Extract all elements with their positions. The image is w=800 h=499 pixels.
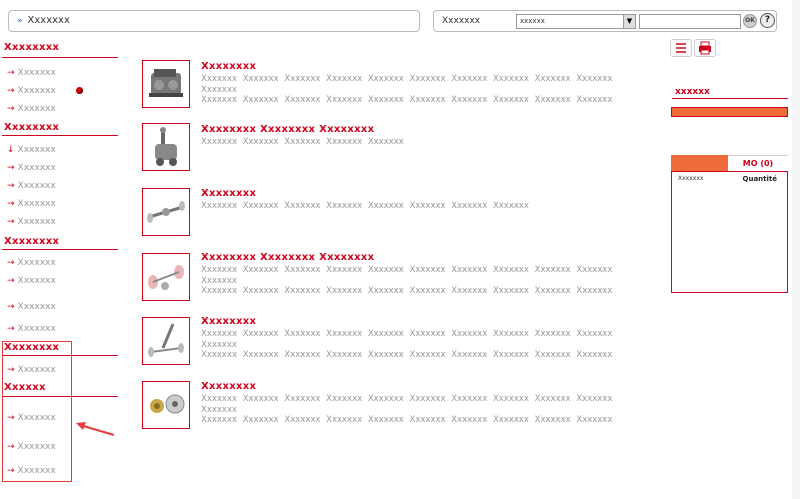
arrow-right-icon: → (7, 276, 15, 286)
wheel-icon[interactable] (142, 381, 190, 429)
arrow-right-icon: → (7, 199, 15, 209)
sidebar-item[interactable] (7, 276, 56, 286)
sidebar-item-label: Xxxxxxx (17, 163, 56, 173)
product-desc-line: Xxxxxxx Xxxxxxx Xxxxxxx Xxxxxxx Xxxxxxx Xxxxxxx Xxxxxxx Xxxxxxx Xxxxxxx Xxxxxxx Xxxxxxx (201, 394, 613, 415)
sidebar-item[interactable] (7, 324, 56, 334)
arrow-right-icon: → (7, 365, 15, 375)
sidebar-item-label: Xxxxxxx (17, 466, 56, 476)
sidebar-item[interactable] (7, 302, 56, 312)
vertical-scrollbar[interactable] (792, 0, 800, 499)
product-desc-line: Xxxxxxx Xxxxxxx Xxxxxxx Xxxxxxx Xxxxxxx (201, 137, 404, 147)
product-title[interactable]: Xxxxxxxx (201, 188, 257, 199)
breadcrumb-chevron-icon: » (17, 16, 23, 26)
arrow-right-icon: → (7, 324, 15, 334)
arrow-right-icon: → (7, 442, 15, 452)
cart-tab-inactive[interactable] (671, 155, 728, 171)
arrow-right-icon: → (7, 258, 15, 268)
product-description (201, 201, 641, 212)
tab-mo[interactable]: MO (0) (728, 155, 788, 171)
sidebar-divider (2, 249, 118, 250)
arrow-right-icon: → (7, 163, 15, 173)
product-desc-line: Xxxxxxx Xxxxxxx Xxxxxxx Xxxxxxx Xxxxxxx Xxxxxxx Xxxxxxx Xxxxxxx Xxxxxxx Xxxxxxx (201, 415, 613, 425)
chevron-down-icon[interactable]: ▼ (623, 15, 635, 28)
breadcrumb-label[interactable]: Xxxxxxx (27, 15, 70, 26)
sidebar-section-title: Xxxxxxxx (4, 42, 60, 53)
annotation-arrow-icon (76, 418, 116, 438)
arrow-right-icon: → (7, 181, 15, 191)
product-description (201, 137, 641, 148)
right-panel-divider (672, 98, 788, 99)
sidebar-item-label: Xxxxxxx (17, 302, 56, 312)
product-description (201, 394, 641, 426)
sidebar-item-label: Xxxxxxx (17, 181, 56, 191)
search-type-select[interactable] (516, 14, 636, 29)
help-icon[interactable]: ? (760, 13, 775, 28)
right-panel-bar (671, 107, 788, 117)
product-desc-line: Xxxxxxx Xxxxxxx Xxxxxxx Xxxxxxx Xxxxxxx Xxxxxxx Xxxxxxx Xxxxxxx Xxxxxxx Xxxxxxx (201, 350, 613, 360)
sidebar-item-label: Xxxxxxx (17, 276, 56, 286)
cart-quantity-header: Quantité (742, 175, 777, 183)
arrow-right-icon: → (7, 413, 15, 423)
sidebar-item[interactable] (7, 199, 56, 209)
sidebar-item[interactable] (7, 163, 56, 173)
arrow-right-icon: → (7, 68, 15, 78)
sidebar-item-label: Xxxxxxx (17, 413, 56, 423)
product-description (201, 329, 641, 361)
sidebar-item[interactable] (7, 181, 56, 191)
cart-panel (671, 171, 788, 293)
arrow-right-icon: → (7, 466, 15, 476)
sidebar-divider (2, 57, 118, 58)
axle-icon[interactable] (142, 188, 190, 236)
product-desc-line: Xxxxxxx Xxxxxxx Xxxxxxx Xxxxxxx Xxxxxxx Xxxxxxx Xxxxxxx Xxxxxxx Xxxxxxx Xxxxxxx (201, 95, 613, 105)
brake-icon[interactable] (142, 253, 190, 301)
product-desc-line: Xxxxxxx Xxxxxxx Xxxxxxx Xxxxxxx Xxxxxxx Xxxxxxx Xxxxxxx Xxxxxxx Xxxxxxx Xxxxxxx Xxxxxxx (201, 74, 613, 95)
product-title[interactable]: Xxxxxxxx (201, 381, 257, 392)
product-title[interactable]: Xxxxxxxx Xxxxxxxx Xxxxxxxx (201, 124, 375, 135)
cart-column-header: Xxxxxxx (678, 175, 704, 182)
sidebar-item-label: Xxxxxxx (17, 365, 56, 375)
sidebar-section-title: Xxxxxxxx (4, 122, 60, 133)
steering-icon[interactable] (142, 317, 190, 365)
list-view-icon[interactable] (670, 39, 692, 57)
sidebar-item-label: Xxxxxxx (17, 145, 56, 155)
arrow-right-icon: → (7, 86, 15, 96)
search-bar (433, 10, 777, 32)
breadcrumb (8, 10, 420, 32)
sidebar-item-label: Xxxxxxx (17, 199, 56, 209)
product-desc-line: Xxxxxxx Xxxxxxx Xxxxxxx Xxxxxxx Xxxxxxx Xxxxxxx Xxxxxxx Xxxxxxx Xxxxxxx Xxxxxxx Xxxxxxx (201, 265, 613, 286)
sidebar-item-label: Xxxxxxx (17, 324, 56, 334)
sidebar-item[interactable] (7, 217, 56, 227)
product-title[interactable]: Xxxxxxxx Xxxxxxxx Xxxxxxxx (201, 252, 375, 263)
product-description (201, 74, 641, 106)
sidebar-item-label: Xxxxxxx (17, 86, 56, 96)
sidebar-item[interactable] (7, 86, 56, 96)
sidebar-section-title: Xxxxxxxx (4, 236, 60, 247)
sidebar-section-title: Xxxxxxxx (4, 342, 60, 353)
search-input[interactable] (639, 14, 741, 29)
product-title[interactable]: Xxxxxxxx (201, 61, 257, 72)
sidebar-item-label: Xxxxxxx (17, 217, 56, 227)
print-icon[interactable] (694, 39, 716, 57)
status-dot-icon (76, 87, 83, 94)
sidebar-item-label: Xxxxxxx (17, 258, 56, 268)
annotation-highlight-box (2, 341, 72, 482)
sidebar-item-label: Xxxxxxx (17, 442, 56, 452)
sidebar-item[interactable] (7, 104, 56, 114)
ok-button[interactable]: OK (743, 14, 757, 28)
product-desc-line: Xxxxxxx Xxxxxxx Xxxxxxx Xxxxxxx Xxxxxxx Xxxxxxx Xxxxxxx Xxxxxxx Xxxxxxx Xxxxxxx (201, 286, 613, 296)
search-select-value: xxxxxx (520, 17, 545, 25)
product-desc-line: Xxxxxxx Xxxxxxx Xxxxxxx Xxxxxxx Xxxxxxx Xxxxxxx Xxxxxxx Xxxxxxx Xxxxxxx Xxxxxxx Xxxxxxx (201, 329, 613, 350)
search-label: Xxxxxxx (442, 16, 481, 26)
arrow-right-icon: → (7, 104, 15, 114)
right-panel-title: xxxxxx (675, 87, 710, 97)
product-title[interactable]: Xxxxxxxx (201, 316, 257, 327)
sidebar-item-label: Xxxxxxx (17, 104, 56, 114)
sidebar-item[interactable] (7, 68, 56, 78)
engine-icon[interactable] (142, 60, 190, 108)
sidebar-item-label: Xxxxxxx (17, 68, 56, 78)
arrow-right-icon: → (7, 217, 15, 227)
product-description (201, 265, 641, 297)
arrow-right-icon: → (7, 302, 15, 312)
sidebar-item[interactable] (7, 145, 56, 155)
gearbox-icon[interactable] (142, 123, 190, 171)
product-desc-line: Xxxxxxx Xxxxxxx Xxxxxxx Xxxxxxx Xxxxxxx Xxxxxxx Xxxxxxx Xxxxxxx (201, 201, 529, 211)
sidebar-item[interactable] (7, 258, 56, 268)
sidebar-divider (2, 135, 118, 136)
sidebar-section-title: Xxxxxx (4, 382, 46, 393)
arrow-down-icon: ↓ (7, 145, 15, 155)
